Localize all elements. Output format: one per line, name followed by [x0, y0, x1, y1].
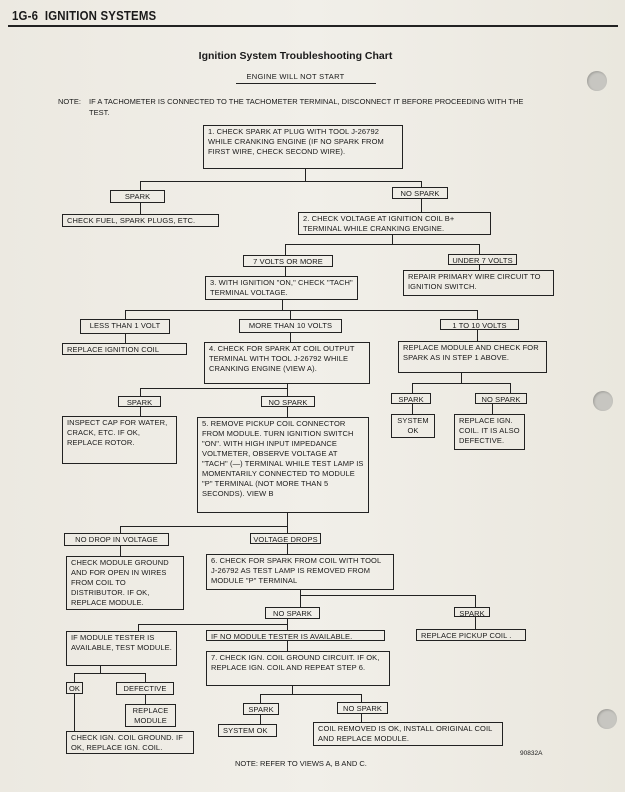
wire: [100, 666, 101, 673]
chart-title: Ignition System Troubleshooting Chart: [198, 50, 393, 62]
note-text: IF A TACHOMETER IS CONNECTED TO THE TACHOMETER TERMINAL, DISCONNECT IT BEFORE PROCEEDING WITH THE TEST.: [89, 97, 524, 117]
replace-module-box: REPLACE MODULE: [125, 704, 176, 727]
wire: [74, 694, 75, 731]
wire: [492, 404, 493, 414]
section-number: 1G-6: [12, 8, 39, 23]
system-ok-box: SYSTEM OK: [391, 414, 435, 438]
wire: [290, 333, 291, 342]
wire: [412, 404, 413, 414]
ok-label: OK: [66, 682, 83, 694]
more-than-10-volts-label: MORE THAN 10 VOLTS: [239, 319, 342, 333]
no-drop-in-voltage-label: NO DROP IN VOLTAGE: [64, 533, 169, 546]
chart-subtitle: ENGINE WILL NOT START: [246, 72, 345, 81]
no-spark-label: NO SPARK: [337, 702, 388, 714]
wire: [361, 714, 362, 722]
wire: [140, 181, 422, 182]
wire: [140, 407, 141, 416]
replace-ign-coil-box: REPLACE IGN. COIL. IT IS ALSO DEFECTIVE.: [454, 414, 525, 450]
no-spark-label: NO SPARK: [261, 396, 315, 407]
wire: [138, 624, 139, 631]
wire: [300, 595, 476, 596]
footer-note: NOTE: REFER TO VIEWS A, B AND C.: [235, 759, 367, 768]
check-fuel-box: CHECK FUEL, SPARK PLUGS, ETC.: [62, 214, 219, 227]
wire: [140, 388, 288, 389]
wire: [145, 695, 146, 704]
page-header: [12, 8, 156, 23]
wire: [125, 310, 126, 319]
spark-label: SPARK: [243, 703, 279, 715]
wire: [361, 694, 362, 702]
binder-hole: [597, 709, 617, 729]
wire: [120, 526, 121, 533]
wire: [287, 641, 288, 651]
wire: [510, 383, 511, 393]
wire: [292, 686, 293, 694]
wire: [138, 624, 288, 625]
header-rule: [8, 25, 618, 27]
step-1-box: 1. CHECK SPARK AT PLUG WITH TOOL J-26792 WHILE CRANKING ENGINE (IF NO SPARK FROM FIRST WIRE, CHECK SECOND WIRE).: [203, 125, 403, 169]
wire: [412, 383, 413, 393]
wire: [260, 715, 261, 724]
wire: [305, 169, 306, 181]
wire: [125, 310, 478, 311]
wire: [285, 244, 286, 255]
defective-label: DEFECTIVE: [116, 682, 174, 695]
step-5-box: 5. REMOVE PICKUP COIL CONNECTOR FROM MODULE. TURN IGNITION SWITCH "ON". WITH HIGH INPUT IMPEDANCE VOLTMETER, OBSERVE VOLTAGE AT "TACH" (—) TERMINAL WHILE TEST LAMP IS MOMENTARILY CONNECTED TO MODULE "P" TERMINAL (NOT MORE THAN 5 SECONDS). VIEW B: [197, 417, 369, 513]
spark-label: SPARK: [454, 607, 490, 617]
step-7-box: 7. CHECK IGN. COIL GROUND CIRCUIT. IF OK, REPLACE IGN. COIL AND REPEAT STEP 6.: [206, 651, 390, 686]
wire: [412, 383, 511, 384]
wire: [290, 310, 291, 319]
one-to-ten-volts-label: 1 TO 10 VOLTS: [440, 319, 519, 330]
wire: [300, 595, 301, 607]
spark-label: SPARK: [391, 393, 431, 404]
module-tester-box: IF MODULE TESTER IS AVAILABLE, TEST MODULE.: [66, 631, 177, 666]
no-spark-label: NO SPARK: [392, 187, 448, 199]
wire: [282, 300, 283, 310]
wire: [287, 407, 288, 417]
wire: [287, 544, 288, 554]
wire: [479, 244, 480, 254]
wire: [287, 513, 288, 526]
section-title: IGNITION SYSTEMS: [44, 8, 157, 23]
tachometer-note: [58, 97, 543, 118]
wire: [287, 526, 288, 533]
binder-hole: [593, 391, 613, 411]
step-2-box: 2. CHECK VOLTAGE AT IGNITION COIL B+ TERMINAL WHILE CRANKING ENGINE.: [298, 212, 491, 235]
step-3-box: 3. WITH IGNITION "ON," CHECK "TACH" TERMINAL VOLTAGE.: [205, 276, 358, 300]
note-label: NOTE:: [58, 97, 81, 106]
system-ok-box: SYSTEM OK: [218, 724, 277, 737]
no-module-tester-box: IF NO MODULE TESTER IS AVAILABLE.: [206, 630, 385, 641]
check-ign-coil-ground-box: CHECK IGN. COIL GROUND. IF OK, REPLACE IGN. COIL.: [66, 731, 194, 754]
wire: [285, 267, 286, 276]
seven-volts-label: 7 VOLTS OR MORE: [243, 255, 333, 267]
replace-pickup-coil-box: REPLACE PICKUP COIL .: [416, 629, 526, 641]
replace-ignition-coil-box: REPLACE IGNITION COIL: [62, 343, 187, 355]
repair-primary-wire-box: REPAIR PRIMARY WIRE CIRCUIT TO IGNITION SWITCH.: [403, 270, 554, 296]
wire: [140, 388, 141, 396]
wire: [74, 673, 75, 682]
coil-removed-ok-box: COIL REMOVED IS OK, INSTALL ORIGINAL COIL AND REPLACE MODULE.: [313, 722, 503, 746]
wire: [477, 330, 478, 341]
wire: [477, 310, 478, 319]
wire: [285, 244, 480, 245]
wire: [287, 388, 288, 396]
wire: [145, 673, 146, 682]
wire: [120, 546, 121, 556]
wire: [392, 235, 393, 244]
wire: [140, 181, 141, 190]
wire: [421, 199, 422, 212]
step-4-box: 4. CHECK FOR SPARK AT COIL OUTPUT TERMINAL WITH TOOL J-26792 WHILE CRANKING ENGINE (VIEW A).: [204, 342, 370, 384]
replace-module-check-box: REPLACE MODULE AND CHECK FOR SPARK AS IN STEP 1 ABOVE.: [398, 341, 547, 373]
step-6-box: 6. CHECK FOR SPARK FROM COIL WITH TOOL J-26792 AS TEST LAMP IS REMOVED FROM MODULE "P" TERMINAL: [206, 554, 394, 590]
wire: [125, 334, 126, 343]
spark-label: SPARK: [118, 396, 161, 407]
no-spark-label: NO SPARK: [265, 607, 320, 619]
spark-label: SPARK: [110, 190, 165, 203]
wire: [140, 203, 141, 214]
wire: [260, 694, 362, 695]
wire: [260, 694, 261, 703]
figure-code: 90832A: [520, 750, 543, 757]
wire: [475, 595, 476, 607]
under-seven-volts-label: UNDER 7 VOLTS: [448, 254, 517, 265]
wire: [74, 673, 146, 674]
wire: [120, 526, 288, 527]
binder-hole: [587, 71, 607, 91]
less-than-1-volt-label: LESS THAN 1 VOLT: [80, 319, 170, 334]
no-spark-label: NO SPARK: [475, 393, 527, 404]
wire: [461, 373, 462, 383]
check-module-ground-box: CHECK MODULE GROUND AND FOR OPEN IN WIRES FROM COIL TO DISTRIBUTOR. IF OK, REPLACE MODULE.: [66, 556, 184, 610]
voltage-drops-label: VOLTAGE DROPS: [250, 533, 321, 544]
inspect-cap-box: INSPECT CAP FOR WATER, CRACK, ETC. IF OK, REPLACE ROTOR.: [62, 416, 177, 464]
subtitle-rule: [236, 83, 376, 84]
